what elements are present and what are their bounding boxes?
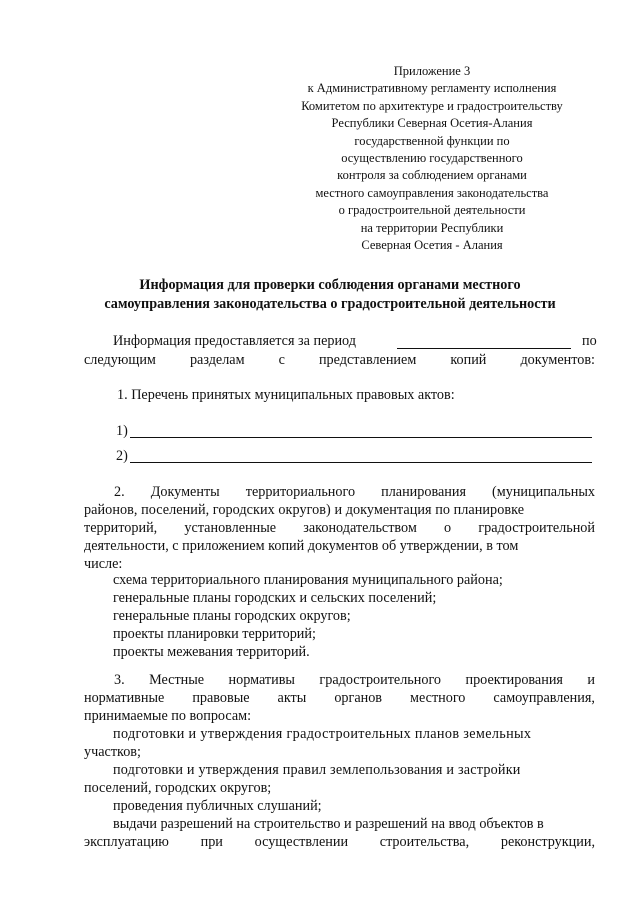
word: строительства, — [379, 834, 470, 850]
section2-item: генеральные планы городских и сельских поселений; — [113, 590, 437, 606]
word: разделам — [189, 352, 245, 368]
word: представлением — [318, 352, 417, 368]
word: градостроительной — [478, 520, 595, 536]
word: при — [200, 834, 223, 850]
word: документов: — [520, 352, 595, 368]
word: и — [587, 672, 595, 688]
section3-line-3: принимаемые по вопросам: — [84, 708, 252, 724]
word: реконструкции, — [500, 834, 595, 850]
section3-paragraph-4: выдачи разрешений на строительство и разрешений на ввод объектов в — [113, 816, 544, 832]
section1-heading: 1. Перечень принятых муниципальных правовых актов: — [117, 387, 455, 403]
word: копий — [450, 352, 487, 368]
header-line: Комитетом по архитектуре и градостроительству — [301, 98, 563, 113]
word: градостроительного — [319, 672, 442, 688]
section2-item: генеральные планы городских округов; — [113, 608, 351, 624]
act-item-2-line[interactable] — [130, 462, 592, 463]
header-line: контроля за соблюдением органами — [337, 168, 527, 183]
word: Документы — [150, 484, 220, 500]
section2-item: схема территориального планирования муниципального района; — [113, 572, 503, 588]
section2-line-2: районов, поселений, городских округов) и документация по планировке — [84, 502, 525, 518]
word: 3. — [114, 672, 125, 688]
header-line: осуществлению государственного — [341, 151, 523, 166]
word: планирования — [381, 484, 466, 500]
word: следующим — [84, 352, 156, 368]
section2-item: проекты межевания территорий. — [113, 644, 310, 660]
word: установленные — [184, 520, 277, 536]
title-line: Информация для проверки соблюдения органами местного — [139, 277, 521, 293]
section3-line-2 — [84, 690, 595, 707]
word: (муниципальных — [492, 484, 595, 500]
word: 2. — [114, 484, 125, 500]
section2-line-5: числе: — [84, 556, 123, 572]
word: самоуправления, — [493, 690, 595, 706]
word: акты — [277, 690, 307, 706]
section2-line-3 — [84, 520, 595, 537]
section3-paragraph-3: проведения публичных слушаний; — [113, 798, 322, 814]
intro-text-end: по — [582, 333, 597, 349]
period-input-line[interactable] — [397, 348, 571, 349]
word: правовые — [192, 690, 250, 706]
section3-paragraph-4-cont — [84, 834, 595, 851]
intro-text: Информация предоставляется за период — [113, 333, 356, 349]
header-line: на территории Республики — [360, 220, 504, 235]
title-line: самоуправления законодательства о градостроительной деятельности — [104, 296, 556, 312]
act-item-1-line[interactable] — [130, 437, 592, 438]
header-line: к Административному регламенту исполнения — [307, 81, 557, 96]
word: проектирования — [465, 672, 563, 688]
word: эксплуатацию — [84, 834, 169, 850]
section3-line-1 — [114, 672, 595, 689]
document-title — [60, 276, 600, 314]
section2-line-1 — [114, 484, 595, 501]
word: нормативные — [84, 690, 165, 706]
section3-paragraph-1-cont: участков; — [84, 744, 141, 760]
word: о — [444, 520, 452, 536]
word: Местные — [149, 672, 205, 688]
header-line: местного самоуправления законодательства — [315, 185, 549, 200]
header-line: Северная Осетия - Алания — [361, 238, 503, 253]
act-item-1-number: 1) — [116, 423, 128, 439]
act-item-2-number: 2) — [116, 448, 128, 464]
word: нормативы — [228, 672, 295, 688]
word: территорий, — [84, 520, 158, 536]
section3-paragraph-2: подготовки и утверждения правил землепользования и застройки — [113, 762, 521, 778]
word: с — [278, 352, 285, 368]
header-line: Приложение 3 — [393, 64, 471, 78]
section2-line-4: деятельности, с приложением копий документов об утверждении, в том — [84, 538, 519, 554]
appendix-header — [262, 63, 602, 254]
word: органов — [334, 690, 383, 706]
word: законодательством — [303, 520, 417, 536]
section3-paragraph-1: подготовки и утверждения градостроительных планов земельных — [113, 726, 532, 742]
intro-line-2 — [84, 352, 595, 369]
header-line: государственной функции по — [354, 133, 510, 148]
word: местного — [410, 690, 466, 706]
section2-item: проекты планировки территорий; — [113, 626, 316, 642]
word: территориального — [245, 484, 356, 500]
word: осуществлении — [254, 834, 349, 850]
header-line: о градостроительной деятельности — [338, 203, 526, 218]
header-line: Республики Северная Осетия-Алания — [331, 116, 533, 131]
section3-paragraph-2-cont: поселений, городских округов; — [84, 780, 272, 796]
